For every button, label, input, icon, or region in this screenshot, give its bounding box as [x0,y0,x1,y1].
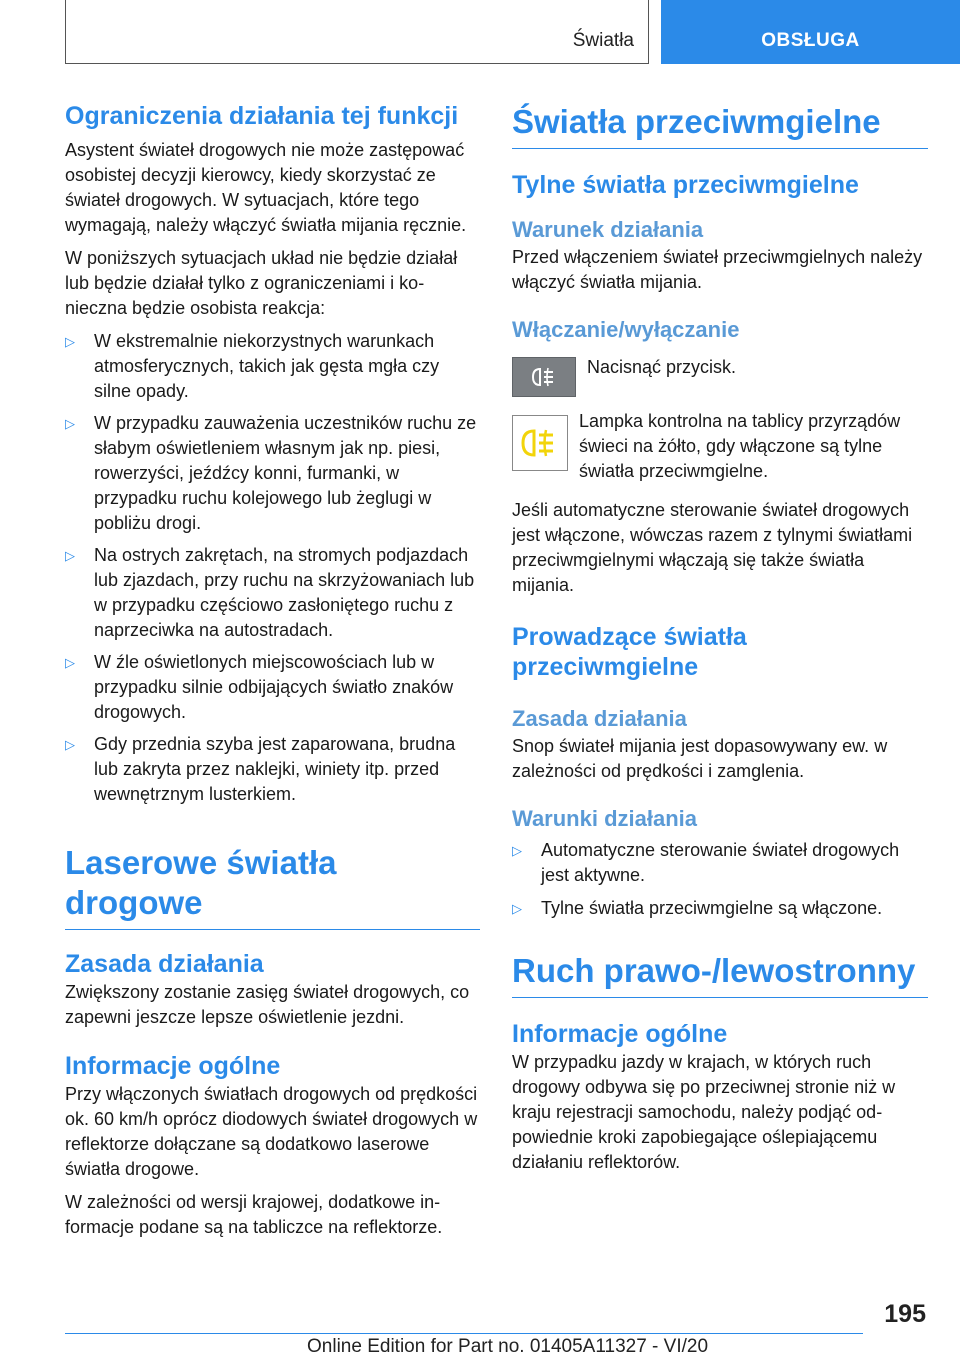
bullet-triangle-icon: ▷ [65,334,75,349]
laser-principle-text: Zwiększony zostanie zasięg świateł drogowych, co zapewni jeszcze lepsze oświetlenie jezdni. [65,982,470,1027]
indicator-lamp-row [512,411,928,484]
limits-paragraph-2: W poniższych sytuacjach układ nie będzie działał lub będzie działał tylko z ograniczeniami i konieczna będzie osobista reakcja: [65,248,458,318]
list-item: ▷ W przypadku zauważenia uczestników ruchu ze słabym oświetleniem własnym jak np. piesi, rowerzyści, jeźdźcy konni, furmanki, w przypadku ruchu kolejowego lub żeglugi w pobliżu drogi. [65,413,477,533]
list-item: ▷ W źle oświetlonych miejscowościach lub w przypadku silnie odbijających światło znaków drogowych. [65,652,454,722]
indicator-lamp-text: Lampka kontrolna na tablicy przyrządów świeci na żółto, gdy włączone są tylne światła przeciwmgielne. [579,411,901,481]
fog-heading: Światła przeciwmgielne [512,102,928,149]
bullet-triangle-icon: ▷ [65,548,75,563]
rear-fog-light-indicator-icon [512,415,568,471]
bullet-triangle-icon: ▷ [512,901,522,916]
bullet-triangle-icon: ▷ [65,655,75,670]
guiding-principle-text: Snop świateł mijania jest dopasowywany ew. w zależności od prędkości i zamglenia. [512,736,888,781]
laser-principle-heading: Zasada działania [65,950,264,978]
header-section-title: Światła [572,30,634,51]
laser-general-heading: Informacje ogólne [65,1052,281,1080]
rear-fog-light-button-icon [512,357,576,397]
left-column [65,100,480,1240]
header-chapter-tab [661,0,960,64]
press-button-text: Nacisnąć przycisk. [587,357,737,377]
traffic-general-text: W przypadku jazdy w krajach, w których ruch drogowy odbywa się po przeciwnej stronie niż w kraju rejestracji samochodu, należy podjąć odpowiednie kroki zapobiegające oślepiającemu działaniu reflektorów. [512,1052,896,1172]
limits-paragraph-1: Asystent świateł drogowych nie może zastępować osobistej decyzji kierowcy, kiedy skorzystać ze świateł drogowych. W sytuacjach, które tego wymagają, należy włączyć światła mijania ręcznie. [65,140,467,235]
rear-fog-condition-heading: Warunek działania [512,217,704,242]
list-item: ▷ Tylne światła przeciwmgielne są włączone. [512,896,928,921]
laser-general-paragraph-2: W zależności od wersji krajowej, dodatkowe informacje podane są na tabliczce na reflektorze. [65,1192,443,1237]
guiding-fog-heading: Prowadzące światła przeciwmgielne [512,623,747,681]
rear-fog-condition-text: Przed włączeniem świateł przeciwmgielnych należy włączyć światła mijania. [512,247,923,292]
bullet-triangle-icon: ▷ [65,416,75,431]
list-item: ▷ Automatyczne sterowanie świateł drogowych jest aktywne. [512,840,900,885]
page-number: 195 [884,1300,926,1328]
guiding-conditions-heading: Warunki działania [512,806,698,831]
press-button-row [512,357,928,397]
bullet-triangle-icon: ▷ [512,843,522,858]
laser-heading: Laserowe światła drogowe [65,843,480,930]
traffic-heading: Ruch prawo-/lewostronny [512,951,928,998]
laser-general-paragraph-1: Przy włączonych światłach drogowych od prędkości ok. 60 km/h oprócz diodowych świateł drogowych w reflektorze dołączane są dodatkowo laserowe światła drogowe. [65,1084,478,1179]
right-column [512,100,928,1175]
limits-list [65,329,480,807]
auto-high-beam-text: Jeśli automatyczne sterowanie świateł drogowych jest włączone, wówczas razem z tylnymi światłami przeciwmgielnymi włączają się także światła mijania. [512,500,913,595]
footer-edition-text: Online Edition for Part no. 01405A11327 - VI/20 [307,1336,709,1357]
list-item: ▷ Gdy przednia szyba jest zaparowana, brudna lub zakryta przez naklejki, winiety itp. przed wewnętrznym lusterkiem. [65,734,456,804]
limits-heading: Ograniczenia działania tej funkcji [65,102,459,130]
guiding-conditions-list [512,838,928,921]
list-item: ▷ W ekstremalnie niekorzystnych warunkach atmosferycznych, takich jak gęsta mgła czy silne opady. [65,331,440,401]
rear-fog-heading: Tylne światła przeciwmgielne [512,171,859,199]
footer-divider [65,1333,863,1334]
list-item: ▷ Na ostrych zakrętach, na stromych podjazdach lub zjazdach, przy ruchu na skrzyżowaniach lub w przypadku częściowo zasłoniętego ruchu z naprzeciwka na autostradach. [65,545,475,640]
header-frame [65,0,649,64]
header-chapter-label: OBSŁUGA [761,30,860,51]
guiding-principle-heading: Zasada działania [512,706,687,731]
rear-fog-onoff-heading: Włączanie/wyłączanie [512,317,740,342]
traffic-general-heading: Informacje ogólne [512,1020,728,1048]
bullet-triangle-icon: ▷ [65,737,75,752]
